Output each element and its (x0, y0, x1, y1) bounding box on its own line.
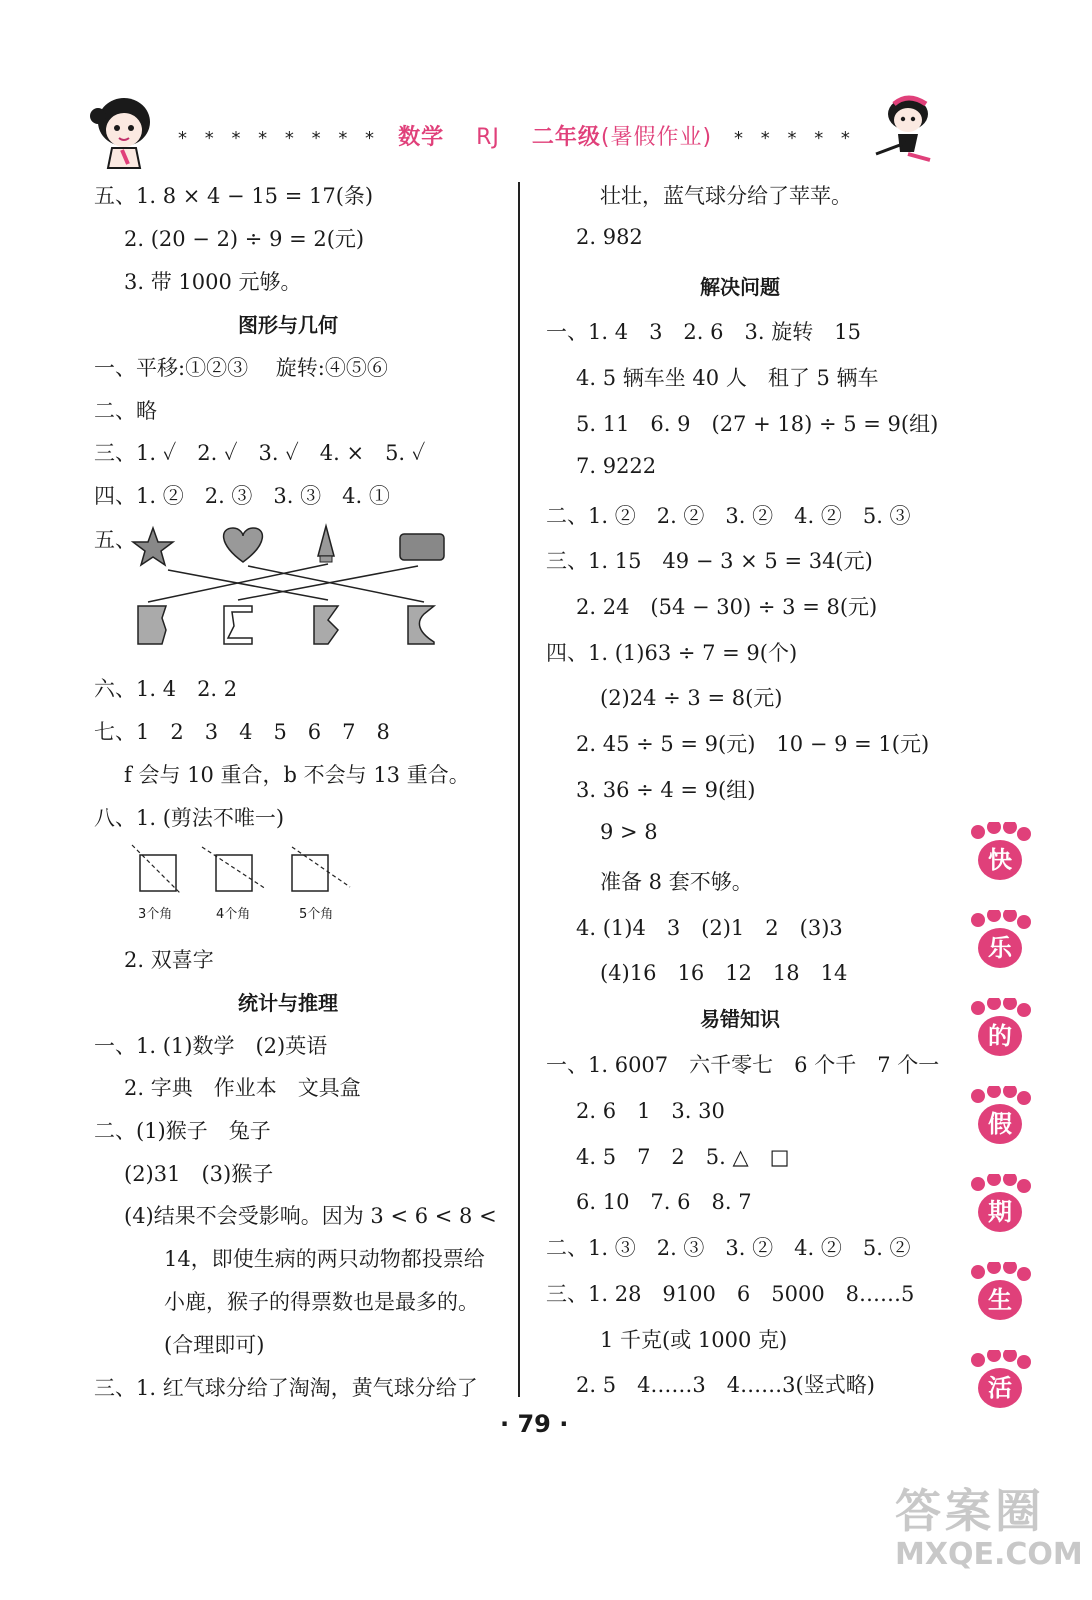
answer-line: 2. 6 1 3. 30 (576, 1099, 725, 1123)
paw-tab-label: 快 (988, 846, 1012, 874)
answer-line: 5. 11 6. 9 (27 + 18) ÷ 5 = 9(组) (576, 412, 939, 436)
star-shape (133, 528, 173, 565)
paw-tab-label: 期 (988, 1198, 1012, 1226)
answer-line: (2)24 ÷ 3 = 8(元) (600, 686, 783, 710)
plaque-shape (400, 534, 444, 560)
answer-line: 2. 24 (54 − 30) ÷ 3 = 8(元) (576, 595, 878, 619)
answer-line: 一、平移:①②③ 旋转:④⑤⑥ (94, 356, 388, 380)
answer-line: 八、1. (剪法不唯一) (94, 806, 285, 830)
answer-line: 六、1. 4 2. 2 (94, 677, 238, 701)
figure-caption: 3个角 (138, 907, 173, 922)
answer-line: 4. 5 辆车坐 40 人 租了 5 辆车 (576, 366, 879, 390)
answer-line: 七、1 2 3 4 5 6 7 8 (94, 720, 390, 744)
answer-line: 壮壮，蓝气球分给了苹苹。 (600, 184, 852, 208)
watermark-title: 答案圈 (895, 1484, 1045, 1538)
answer-line: 2. (20 − 2) ÷ 9 = 2(元) (124, 227, 365, 251)
paw-tab-label: 乐 (988, 934, 1012, 962)
answer-line: 二、略 (94, 399, 157, 423)
answer-line: 准备 8 套不够。 (600, 870, 753, 894)
half-shape-1 (138, 606, 166, 644)
answer-line: 2. 字典 作业本 文具盒 (124, 1076, 361, 1100)
header-note: (暑假作业) (600, 125, 713, 150)
paw-tab-label: 的 (988, 1022, 1012, 1050)
girl-mascot-icon (84, 92, 164, 170)
answer-line: 三、1. 15 49 − 3 × 5 = 34(元) (546, 549, 873, 573)
header-grade: 二年级 (531, 125, 601, 150)
watermark (895, 1475, 1083, 1572)
answer-line: 二、1. ② 2. ② 3. ② 4. ② 5. ③ (546, 504, 911, 528)
page-number: · 79 · (500, 1410, 569, 1438)
answer-line: 6. 10 7. 6 8. 7 (576, 1190, 752, 1214)
section-title: 易错知识 (700, 1007, 780, 1031)
figure-caption: 4个角 (216, 907, 251, 922)
answer-line: (4)16 16 12 18 14 (600, 961, 848, 985)
figure-caption: 5个角 (299, 907, 334, 922)
answer-line: 3. 36 ÷ 4 = 9(组) (576, 778, 756, 802)
paw-tab (968, 1174, 1032, 1238)
tree-shape (318, 526, 334, 556)
answer-line: 14，即使生病的两只动物都投票给 (164, 1247, 485, 1271)
paw-tab (968, 1350, 1032, 1414)
answer-line: 三、1. 红气球分给了淘淘，黄气球分给了 (94, 1376, 478, 1400)
header-subject: 数学 (398, 125, 445, 150)
answer-line: 2. 双喜字 (124, 948, 214, 972)
answer-line: 三、1. ✓ 2. ✓ 3. ✓ 4. × 5. ✓ (94, 441, 426, 465)
answer-line: 7. 9222 (576, 454, 657, 478)
answer-line: (2)31 (3)猴子 (124, 1162, 274, 1186)
answer-line: f 会与 10 重合，b 不会与 13 重合。 (124, 763, 470, 787)
answer-line: 2. 45 ÷ 5 = 9(元) 10 − 9 = 1(元) (576, 732, 930, 756)
answer-line: 2. 982 (576, 225, 643, 249)
answer-line: 二、(1)猴子 兔子 (94, 1119, 271, 1143)
boy-mascot-icon (868, 94, 940, 166)
half-shape-2 (224, 606, 252, 644)
column-divider (518, 182, 520, 1397)
paw-tab-label: 活 (988, 1374, 1012, 1402)
answer-line: (合理即可) (164, 1333, 265, 1357)
header-title (178, 120, 856, 151)
paw-tab (968, 822, 1032, 886)
answer-line: 3. 带 1000 元够。 (124, 270, 302, 294)
header-edition: RJ (476, 125, 500, 150)
paw-tab (968, 1086, 1032, 1150)
answer-line: 一、1. (1)数学 (2)英语 (94, 1034, 328, 1058)
answer-line: 一、1. 4 3 2. 6 3. 旋转 15 (546, 320, 861, 344)
section-title: 统计与推理 (238, 991, 338, 1015)
answer-line: 四、1. ② 2. ③ 3. ③ 4. ① (94, 484, 390, 508)
answer-line: 4. (1)4 3 (2)1 2 (3)3 (576, 916, 843, 940)
paw-tab-label: 假 (988, 1110, 1012, 1138)
answer-line: 4. 5 7 2 5. △ □ (576, 1145, 790, 1169)
paw-tab (968, 910, 1032, 974)
answer-line: 1 千克(或 1000 克) (600, 1328, 788, 1352)
cut-corner-figure (128, 843, 358, 899)
paw-tab (968, 998, 1032, 1062)
answer-line: 2. 5 4……3 4……3(竖式略) (576, 1373, 875, 1397)
section-title: 图形与几何 (238, 313, 338, 337)
answer-line: 二、1. ③ 2. ③ 3. ② 4. ② 5. ② (546, 1236, 911, 1260)
answer-line: 一、1. 6007 六千零七 6 个千 7 个一 (546, 1053, 940, 1077)
half-shape-4 (408, 606, 434, 644)
answer-line: 五、 (94, 528, 136, 552)
watermark-url: MXQE.COM (895, 1537, 1083, 1572)
answer-line: 小鹿，猴子的得票数也是最多的。 (164, 1290, 479, 1314)
paw-tab (968, 1262, 1032, 1326)
answer-line: 五、1. 8 × 4 − 15 = 17(条) (94, 184, 374, 208)
paw-tab-label: 生 (988, 1286, 1012, 1314)
answer-line: 四、1. (1)63 ÷ 7 = 9(个) (546, 641, 798, 665)
header-stars-right: * * * * * (734, 128, 856, 149)
half-shape-3 (314, 606, 338, 644)
answer-line: 三、1. 28 9100 6 5000 8……5 (546, 1282, 915, 1306)
shape-matching-figure (128, 522, 458, 652)
header-stars-left: * * * * * * * * (178, 128, 381, 149)
section-title: 解决问题 (700, 275, 780, 299)
heart-shape (224, 528, 263, 562)
answer-line: (4)结果不会受影响。因为 3 < 6 < 8 < (124, 1204, 497, 1228)
answer-line: 9 > 8 (600, 820, 658, 844)
